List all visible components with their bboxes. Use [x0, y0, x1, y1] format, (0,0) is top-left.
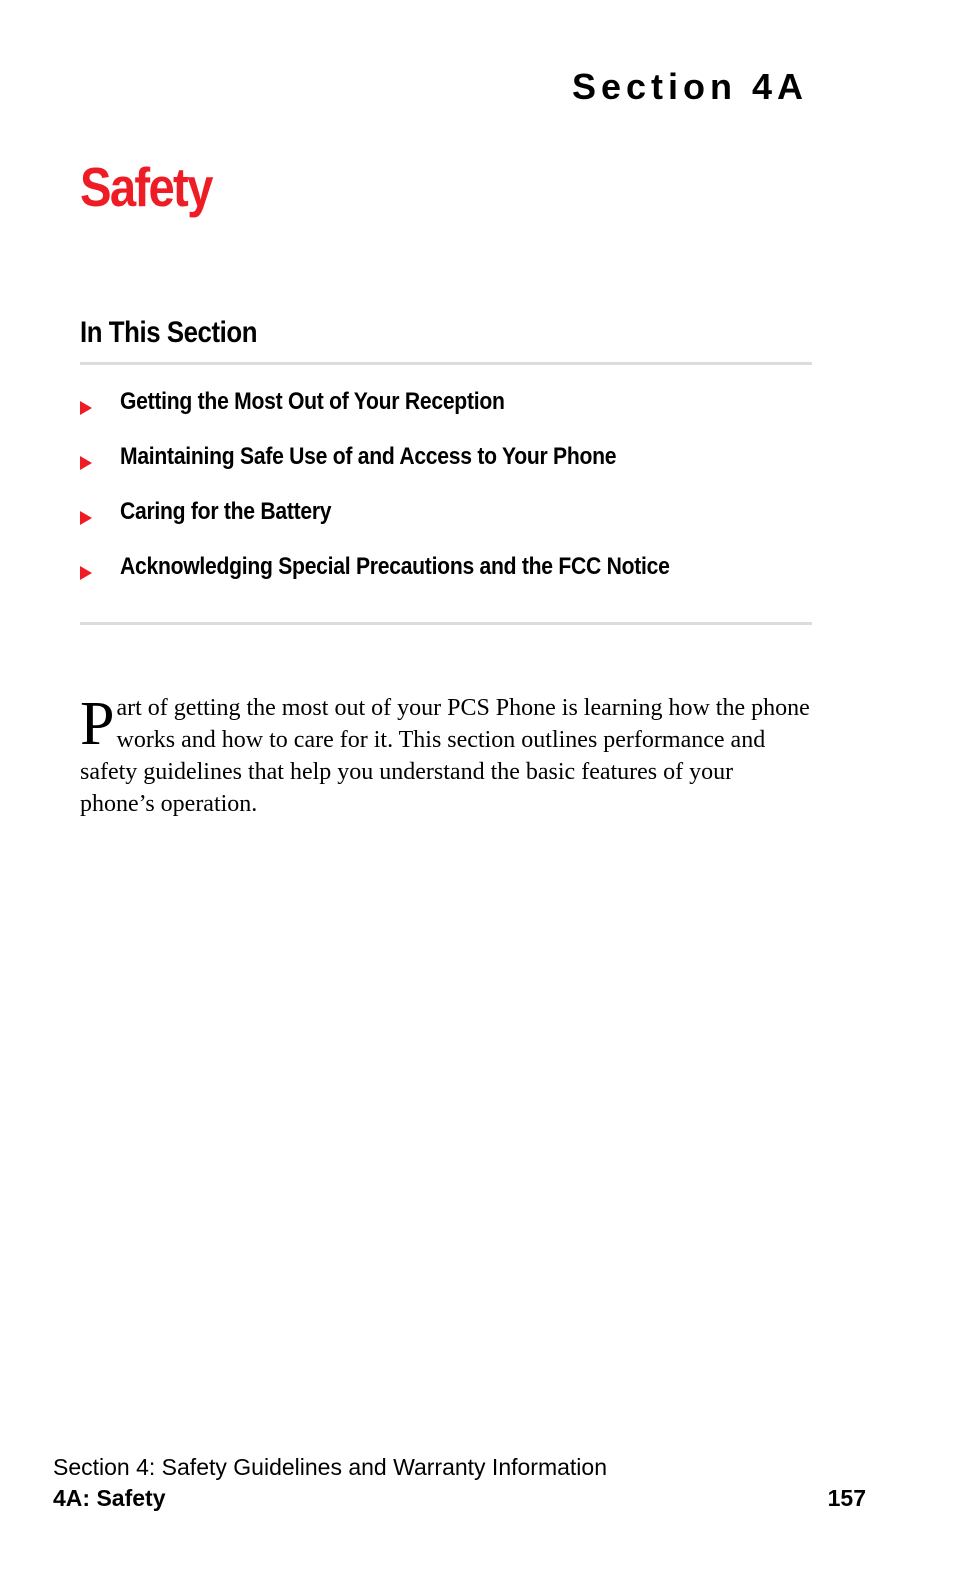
list-item[interactable]	[80, 385, 812, 440]
in-this-section-heading: In This Section	[80, 316, 258, 349]
footer-section: 4A: Safety	[53, 1485, 166, 1511]
list-item-label: Getting the Most Out of Your Reception	[120, 388, 505, 415]
page-title: Safety	[80, 156, 212, 218]
drop-cap: P	[80, 690, 115, 758]
red-triangle-bullet-icon	[80, 456, 92, 470]
red-triangle-bullet-icon	[80, 566, 92, 580]
intro-paragraph	[80, 692, 810, 820]
red-triangle-bullet-icon	[80, 511, 92, 525]
list-item[interactable]	[80, 550, 812, 605]
list-item[interactable]	[80, 495, 812, 550]
bottom-rule	[80, 622, 812, 625]
page-number: 157	[827, 1485, 866, 1511]
footer-chapter: Section 4: Safety Guidelines and Warranty Information	[53, 1454, 607, 1480]
list-item-label: Maintaining Safe Use of and Access to Your Phone	[120, 443, 617, 470]
in-this-section-list	[80, 385, 812, 605]
list-item-label: Caring for the Battery	[120, 498, 332, 525]
intro-text: art of getting the most out of your PCS Phone is learning how the phone works and how to care for it. This section outlines performance and safety guidelines that help you understand the basic features of your phone’s operation.	[80, 695, 810, 817]
red-triangle-bullet-icon	[80, 401, 92, 415]
list-item[interactable]	[80, 440, 812, 495]
section-label: Section 4A	[571, 66, 808, 107]
list-item-label: Acknowledging Special Precautions and the FCC Notice	[120, 553, 670, 580]
top-rule	[80, 362, 812, 365]
